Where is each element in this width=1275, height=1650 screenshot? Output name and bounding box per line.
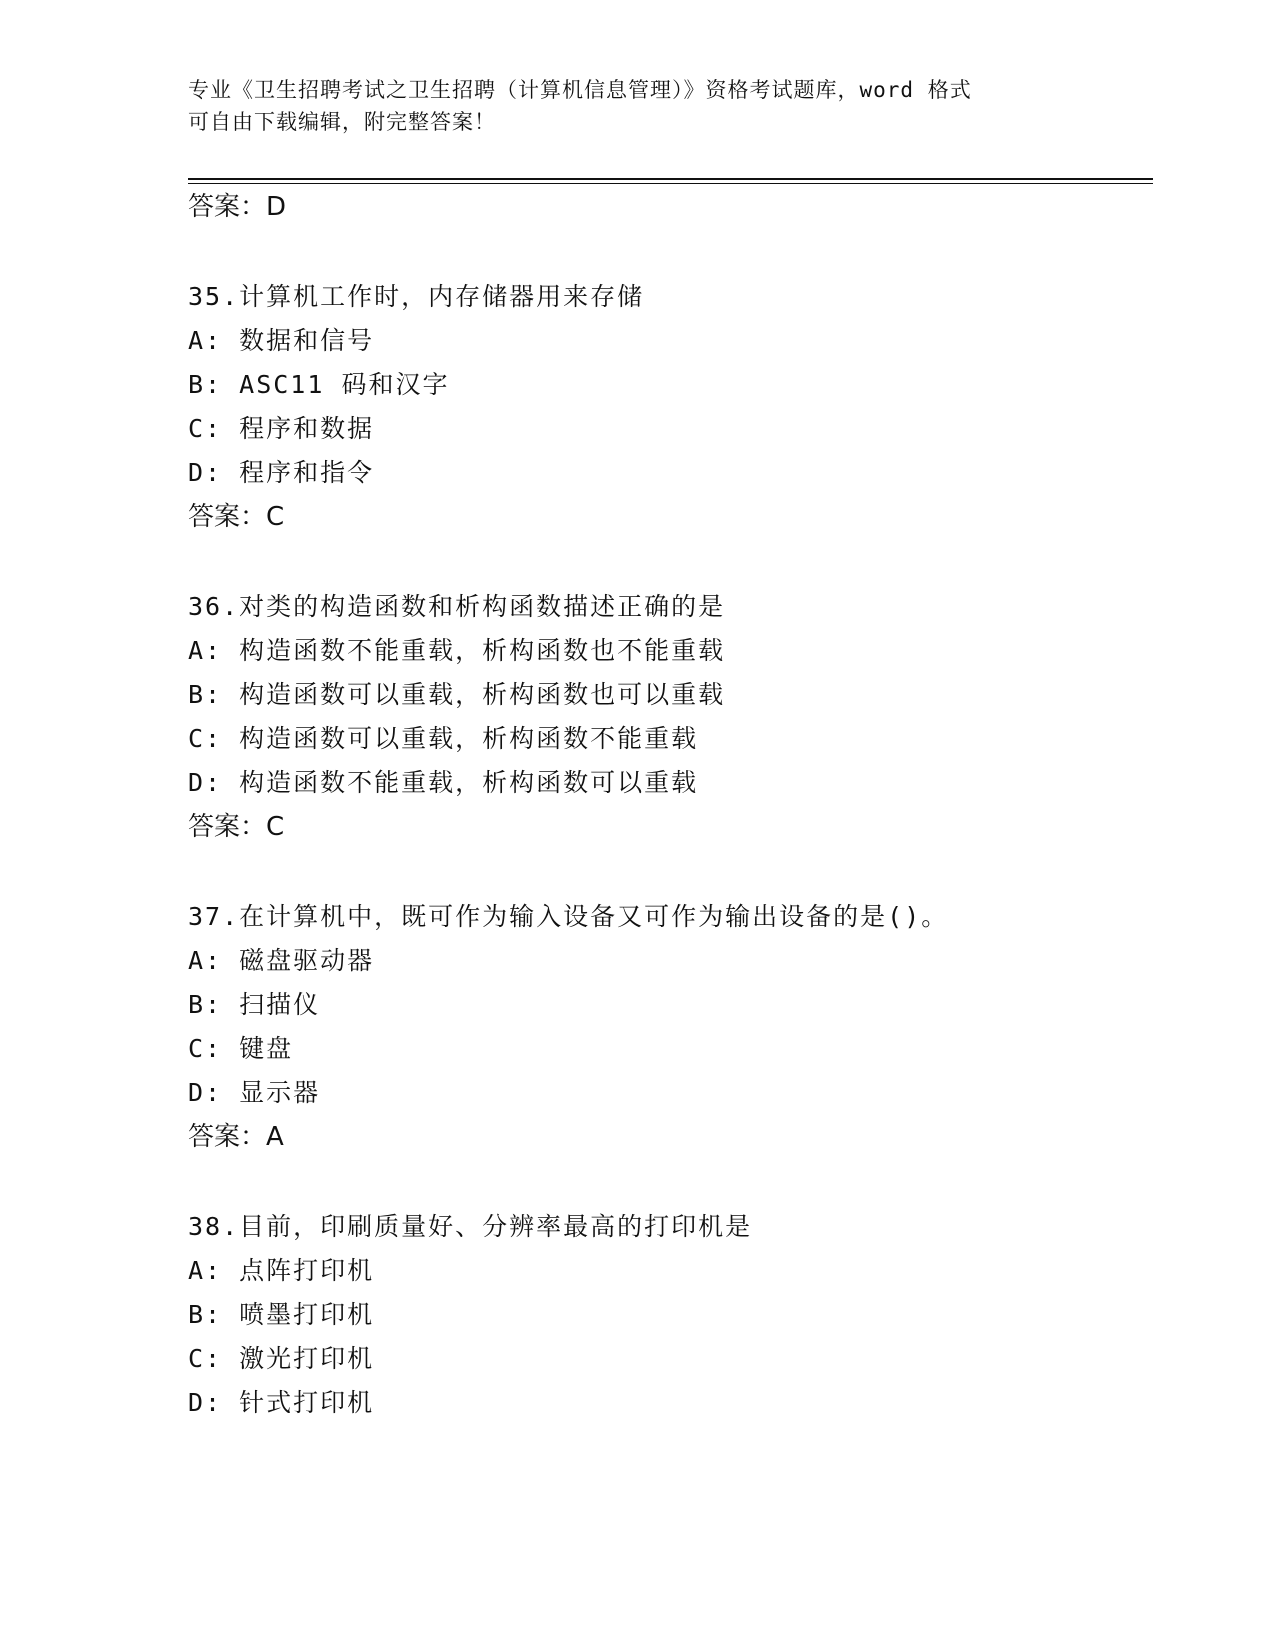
answer-value: A bbox=[266, 1122, 284, 1152]
question-37-option-d: D: 显示器 bbox=[188, 1078, 321, 1107]
question-35-answer bbox=[188, 500, 284, 534]
question-36-option-a: A: 构造函数不能重载，析构函数也不能重载 bbox=[188, 636, 726, 665]
question-36-option-d: D: 构造函数不能重载，析构函数可以重载 bbox=[188, 768, 699, 797]
question-35-option-b: B: ASC11 码和汉字 bbox=[188, 370, 450, 399]
question-35-option-a: A: 数据和信号 bbox=[188, 326, 375, 355]
question-38-option-d: D: 针式打印机 bbox=[188, 1388, 375, 1417]
question-37-option-b: B: 扫描仪 bbox=[188, 990, 321, 1019]
question-35-option-d: D: 程序和指令 bbox=[188, 458, 375, 487]
answer-value: C bbox=[266, 502, 285, 532]
question-36-option-c: C: 构造函数可以重载，析构函数不能重载 bbox=[188, 724, 699, 753]
question-38-option-b: B: 喷墨打印机 bbox=[188, 1300, 375, 1329]
question-36-answer bbox=[188, 810, 284, 844]
document-header bbox=[188, 74, 1088, 138]
question-36-option-b: B: 构造函数可以重载，析构函数也可以重载 bbox=[188, 680, 726, 709]
header-line-1: 专业《卫生招聘考试之卫生招聘（计算机信息管理）》资格考试题库，word 格式 bbox=[188, 78, 972, 102]
question-35-option-c: C: 程序和数据 bbox=[188, 414, 375, 443]
answer-label: 答案： bbox=[188, 502, 267, 532]
question-38-title: 38.目前，印刷质量好、分辨率最高的打印机是 bbox=[188, 1212, 753, 1241]
question-38-option-c: C: 激光打印机 bbox=[188, 1344, 375, 1373]
answer-label: 答案： bbox=[188, 1122, 267, 1152]
question-37-answer bbox=[188, 1120, 284, 1154]
question-37-option-a: A: 磁盘驱动器 bbox=[188, 946, 375, 975]
question-37-title: 37.在计算机中，既可作为输入设备又可作为输出设备的是()。 bbox=[188, 902, 949, 931]
header-rule-thick bbox=[188, 178, 1153, 180]
answer-prev bbox=[188, 190, 286, 224]
answer-value: D bbox=[266, 192, 287, 222]
header-line-2: 可自由下载编辑，附完整答案！ bbox=[188, 110, 496, 134]
answer-label: 答案： bbox=[188, 192, 267, 222]
answer-label: 答案： bbox=[188, 812, 267, 842]
question-36-title: 36.对类的构造函数和析构函数描述正确的是 bbox=[188, 592, 726, 621]
question-35-title: 35.计算机工作时，内存储器用来存储 bbox=[188, 282, 645, 311]
question-38-option-a: A: 点阵打印机 bbox=[188, 1256, 375, 1285]
header-rule-thin bbox=[188, 183, 1153, 184]
answer-value: C bbox=[266, 812, 285, 842]
question-37-option-c: C: 键盘 bbox=[188, 1034, 294, 1063]
